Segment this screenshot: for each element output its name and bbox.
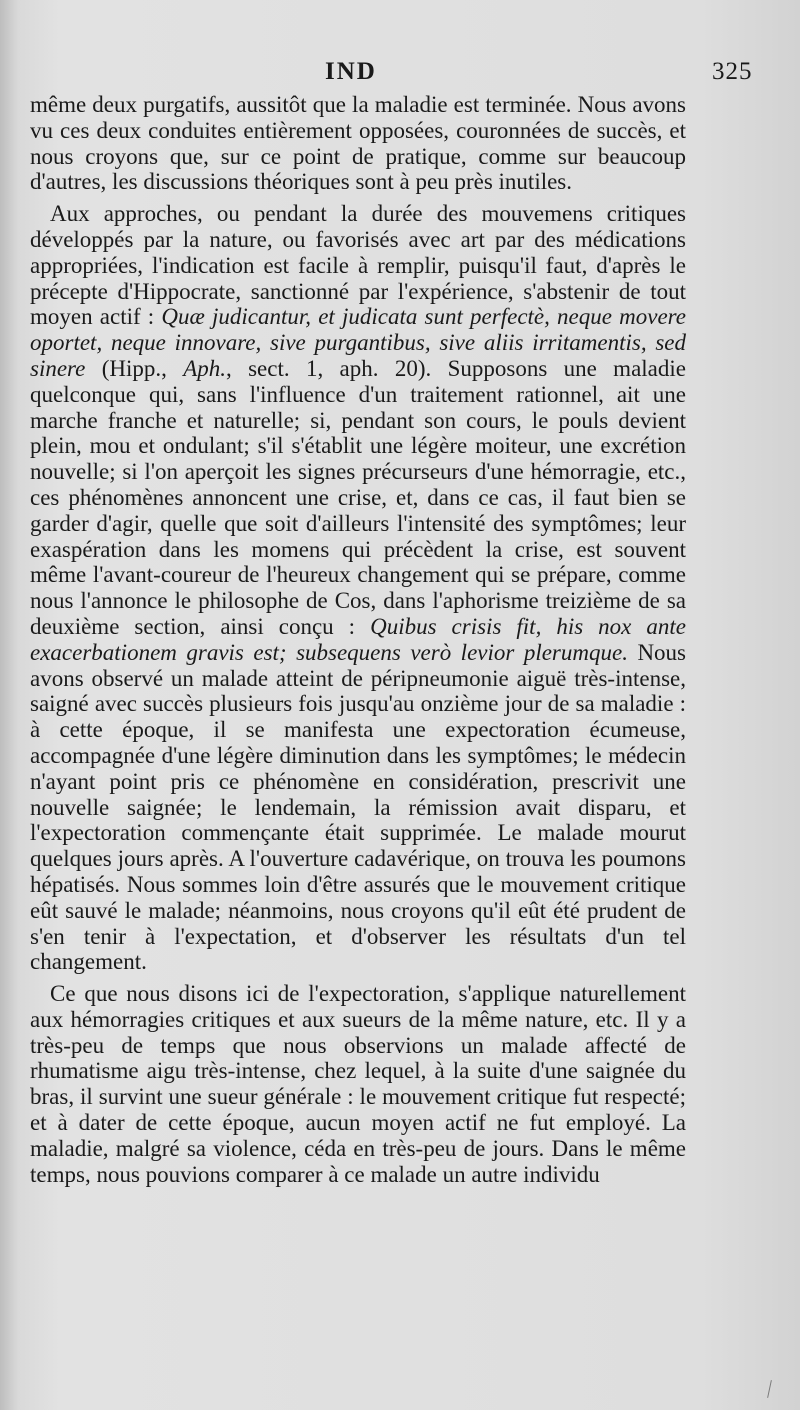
paragraph-text: même deux purgatifs, aussitôt que la maladie est terminée. Nous avons vu ces deux conduites entièrement opposées, couronnées de succès, et nous croyons que, sur ce point de pratique, comme sur beaucoup d'autres, les discussions théoriques sont à peu près inutiles. xyxy=(30,92,686,195)
paragraph-3 xyxy=(30,981,686,1187)
margin-pencil-mark xyxy=(767,1380,772,1398)
page-number: 325 xyxy=(712,58,753,85)
paragraph-text: Nous avons observé un malade atteint de péripneumonie aiguë très-intense, saigné avec succès plusieurs fois jusqu'au onzième jour de sa maladie : à cette époque, il se manifesta une expectoration écumeuse, accompagnée d'une légère diminution dans les symptômes; le médecin n'ayant point pris ce phénomène en considération, prescrivit une nouvelle saignée; le lendemain, la rémission avait disparu, et l'expectoration commençante était supprimée. Le malade mourut quelques jours après. A l'ouverture cadavérique, on trouva les poumons hépatisés. Nous sommes loin d'être assurés que le mouvement critique eût sauvé le malade; néanmoins, nous croyons qu'il eût été prudent de s'en tenir à l'expectation, et d'observer les résultats d'un tel changement. xyxy=(30,639,687,975)
body-text xyxy=(30,92,686,1187)
paragraph-2 xyxy=(30,201,686,975)
paragraph-text: Aux approches, ou pendant la durée des mouvemens critiques développés par la nature, ou favorisés avec art par des médications appropriées, l'indication est facile à remplir, puisqu'il faut, d'après le précepte d'Hippocrate, sanctionné par l'expérience, s'abstenir de tout moyen actif : xyxy=(30,201,686,330)
running-head xyxy=(0,58,800,88)
paragraph-text: , sect. 1, aph. 20). Supposons une maladie quelconque qui, sans l'influence d'un traitement rationnel, ait une marche franche et naturelle; si, pendant son cours, le pouls devient plein, mou et ondulant; s'il s'établit une légère moiteur, une excrétion nouvelle; si l'on aperçoit les signes précurseurs d'une hémorragie, etc., ces phénomènes annoncent une crise, et, dans ce cas, il faut bien se garder d'agir, quelle que soit d'ailleurs l'intensité des symptômes; leur exaspération dans les momens qui précèdent la crise, est souvent même l'avant-coureur de l'heureux changement qui se prépare, comme nous l'annonce le philosophe de Cos, dans l'aphorisme treizième de sa deuxième section, ainsi conçu : xyxy=(30,355,686,639)
latin-quotation: Quæ judicantur, et judicata sunt perfectè, neque movere oportet, neque innovare, sive purgantibus, sive aliis irritamentis, sed sinere xyxy=(30,304,686,381)
running-head-title: IND xyxy=(325,58,377,85)
paragraph-text: Ce que nous disons ici de l'expectoration, s'applique naturellement aux hémorragies critiques et aux sueurs de la même nature, etc. Il y a très-peu de temps que nous observions un malade affecté de rhumatisme aigu très-intense, chez lequel, à la suite d'une saignée du bras, il survint une sueur générale : le mouvement critique fut respecté; et à dater de cette époque, aucun moyen actif ne fut employé. La maladie, malgré sa violence, céda en très-peu de jours. Dans le même temps, nous pouvions comparer à ce malade un autre individu xyxy=(30,981,686,1187)
paragraph-1 xyxy=(30,92,686,195)
latin-quotation: Quibus crisis fit, his nox ante exacerbationem gravis est; subsequens verò levior plerumque. xyxy=(30,613,686,665)
citation-abbreviation: Aph. xyxy=(183,355,227,381)
paragraph-text: (Hipp., xyxy=(85,355,184,381)
